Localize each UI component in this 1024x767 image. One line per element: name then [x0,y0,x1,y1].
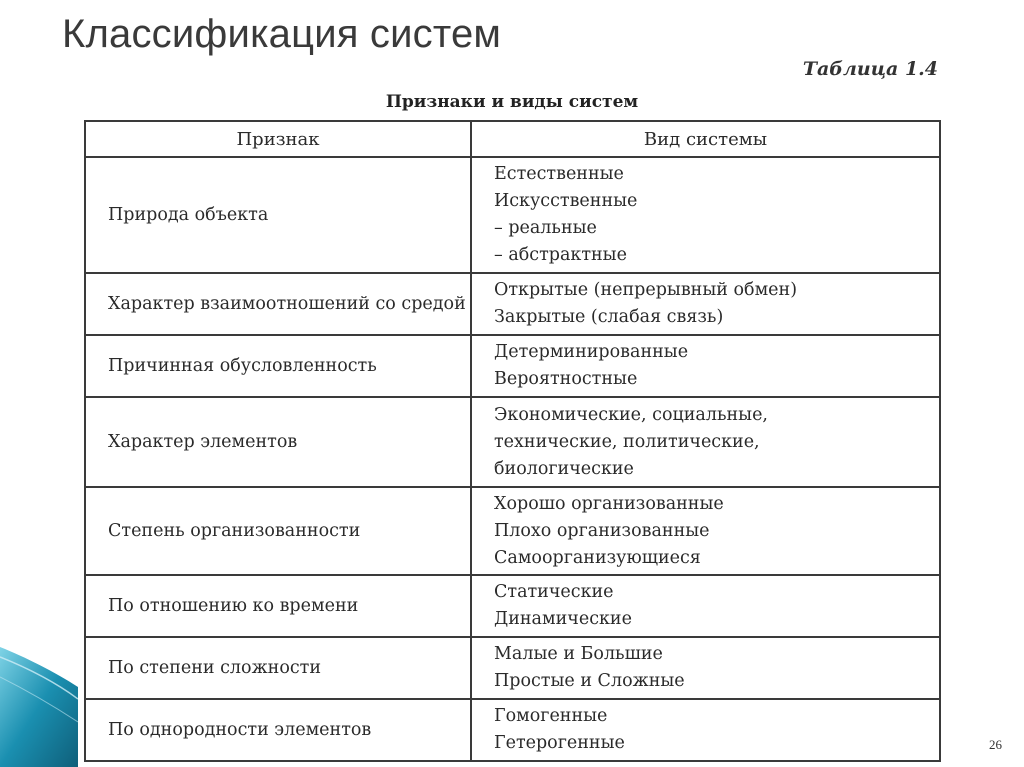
table-caption [0,92,1024,112]
table-row [85,397,940,487]
feature-cell: По отношению ко времени [85,575,471,637]
table-row [85,335,940,397]
type-item: Плохо организованные [494,520,710,541]
types-cell [471,273,940,335]
type-item: Гомогенные [494,706,608,726]
type-item: Статические [494,582,614,602]
types-cell [471,335,940,397]
type-item: – абстрактные [494,245,627,265]
feature-cell: По степени сложности [85,637,471,699]
feature-cell: Характер взаимоотношений со средой [85,273,471,335]
table-row [85,487,940,575]
table-row [85,637,940,699]
type-item: Искусственные [494,191,638,211]
types-cell [471,487,940,575]
feature-cell: Природа объекта [85,157,471,273]
type-item: технические, политические, [494,431,760,452]
types-cell [471,397,940,487]
feature-cell: По однородности элементов [85,699,471,761]
type-item: Малые и Большие [494,644,663,664]
table-row [85,157,940,273]
table-number: Таблица 1.4 [802,58,938,80]
type-item: Динамические [494,609,632,629]
header-system-type: Вид системы [471,121,940,157]
feature-cell: Степень организованности [85,487,471,575]
type-item: Естественные [494,164,624,184]
type-item: Экономические, социальные, [494,404,768,425]
types-cell [471,575,940,637]
type-item: Детерминированные [494,342,689,362]
table-row [85,699,940,761]
types-cell [471,637,940,699]
slide-title: Классификация систем [62,12,502,56]
corner-wave-decoration [0,647,78,767]
types-cell [471,699,940,761]
type-item: Простые и Сложные [494,671,685,691]
systems-classification-table [84,120,941,762]
table-caption-text: Признаки и виды систем [385,92,639,112]
table-row [85,273,940,335]
type-item: Хорошо организованные [494,493,724,514]
type-item: Гетерогенные [494,733,625,753]
type-item: Открытые (непрерывный обмен) [494,280,798,300]
type-item: биологические [494,458,634,479]
table-header-row [85,121,940,157]
feature-cell: Причинная обусловленность [85,335,471,397]
feature-cell: Характер элементов [85,397,471,487]
type-item: Вероятностные [494,369,638,389]
type-item: Самоорганизующиеся [494,547,701,568]
type-item: Закрытые (слабая связь) [494,307,724,327]
page-number: 26 [989,737,1002,752]
header-feature: Признак [85,121,471,157]
types-cell [471,157,940,273]
table-row [85,575,940,637]
type-item: – реальные [494,218,597,238]
